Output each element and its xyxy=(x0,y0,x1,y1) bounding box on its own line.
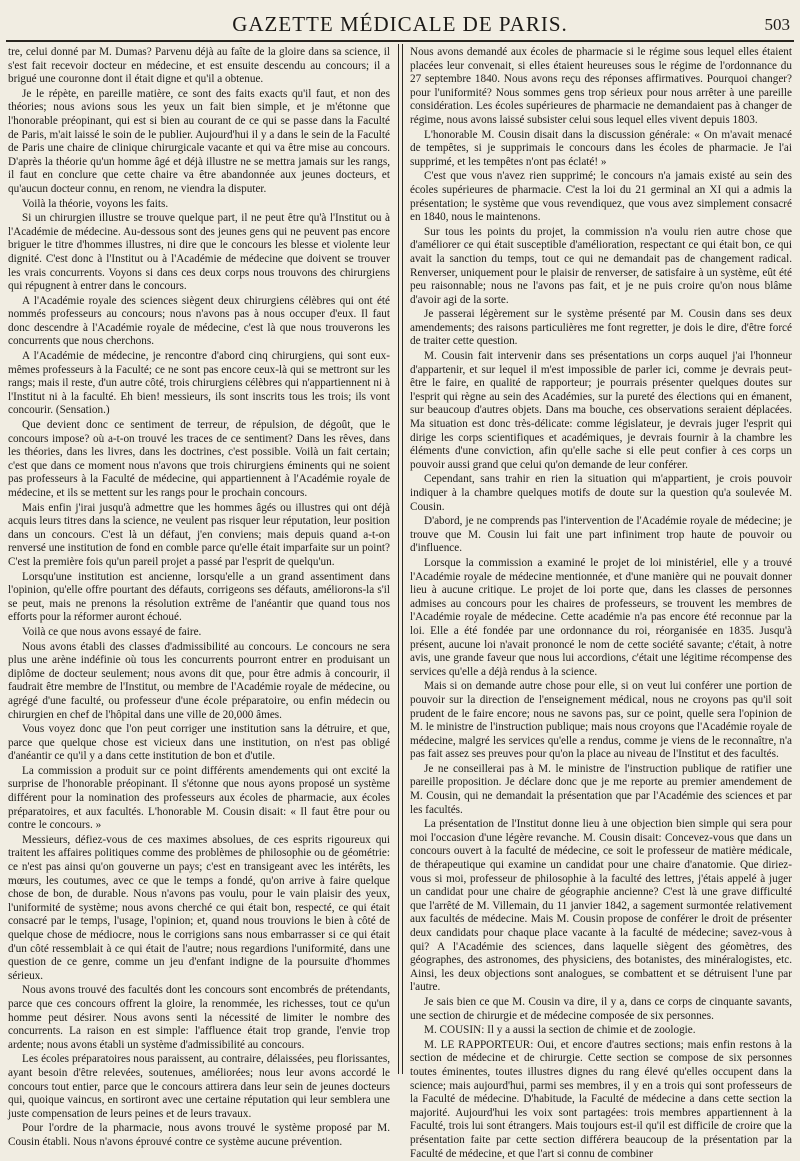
paragraph: C'est que vous n'avez rien supprimé; le concours n'a jamais existé au sein des écoles supérieures de pharmacie. C'est la loi du 21 germinal an XI qui a admis la présentation; le système que vous revendiquez, que vous avez simplement consacré en 1840, nous le maintenons. xyxy=(410,170,792,224)
paragraph: Je sais bien ce que M. Cousin va dire, il y a, dans ce corps de cinquante savants, une section de chirurgie et de médecine composée de six personnes. xyxy=(410,995,792,1022)
paragraph: Cependant, sans trahir en rien la situation qui m'appartient, je crois pouvoir indiquer à la chambre quelques motifs de doute sur la question qu'a soulevée M. Cousin. xyxy=(410,473,792,513)
paragraph: Lorsque la commission a examiné le projet de loi ministériel, elle y a trouvé l'Académie royale de médecine mentionnée, et d'une manière qui ne pouvait donner lieu à aucune critique. Le projet de loi porte que, dans les classes de personnes admises au concours pour les chaires de professeurs, se trouvent les membres de l'Académie royale de médecine. Cette académie n'a pas encore été reconnue par la loi. Elle a été fondée par une ordonnance du roi, réorganisée en 1835. Jusqu'à présent, aucune loi n'avait prononcé le nom de cette société savante; c'était, à notre avis, une grande faveur que nous lui accordions, c'était une légitime récompense des services qu'elle a déjà rendus à la science. xyxy=(410,556,792,678)
paragraph: Pour l'ordre de la pharmacie, nous avons trouvé le système proposé par M. Cousin établi. Nous n'avons éprouvé contre ce système aucune prévention. xyxy=(8,1122,390,1148)
paragraph: Nous avons trouvé des facultés dont les concours sont encombrés de prétendants, parce que ces concours offrent la gloire, la renommée, les richesses, tout ce qu'un homme peut désirer. Nous avons senti la nécessité de limiter le nombre des concurrents. La raison en est simple: l'affluence était trop grande, l'envie trop ardente; nous avons établi un système d'admissibilité au concours. xyxy=(8,984,390,1051)
page-header xyxy=(6,6,794,42)
paragraph: M. Cousin fait intervenir dans ses présentations un corps auquel j'ai l'honneur d'appartenir, et sur lequel il m'est impossible de parler ici, comme je devrais peut-être le faire, en qualité de rapporteur; je pourrais présenter quelques doutes sur l'esprit qui règne au sein des Académies, sur la pureté des élections qui en émanent, sur beaucoup d'autres objets. Dans ma bouche, ces observations seraient déplacées. Ma situation est donc très-délicate: comme législateur, je devrais juger l'esprit qui dirige les corps scientifiques et académiques, je devrais fournir à la chambre les éléments d'une conviction, afin qu'elle sache si elle peut confier à ces corps un pouvoir aussi grand que celui qu'on demande de leur conférer. xyxy=(410,350,792,471)
left-column xyxy=(8,46,390,1148)
paragraph: Les écoles préparatoires nous paraissent, au contraire, délaissées, peu florissantes, ayant besoin d'être relevées, soutenues, améliorées; nous leur avons accordé le concours tout entier, parce que le concours attirera dans leur sein de jeunes docteurs qui, quoique vaincus, en sortiront avec une certaine réputation qui leur semblera une juste compensation de leurs peines et de leurs travaux. xyxy=(8,1053,390,1120)
paragraph: A l'Académie de médecine, je rencontre d'abord cinq chirurgiens, qui sont eux-mêmes professeurs à la Faculté; ce ne sont pas encore ceux-là qui se mettront sur les rangs; mais il reste, d'un autre côté, trois chirurgiens célèbres qui n'appartiennent ni à l'Institut ni à la faculté. Eh bien! messieurs, ils sont inscrits tous les trois; ils vont concourir. (Sensation.) xyxy=(8,350,390,417)
paragraph: Je le répète, en pareille matière, ce sont des faits exacts qu'il faut, et non des théories; nous avions sous les yeux un fait bien simple, et je m'étonne que l'honorable préopinant, qui est si bien au courant de ce qui se passe dans la Faculté de Paris, m'ait laissé le soin de le publier. Aujourd'hui il y a dans le sein de la Faculté de Paris une chaire de clinique chirurgicale vacante et qui va être mise au concours. D'après la théorie qu'un homme âgé et déjà illustre ne se mettra jamais sur les rangs, il faut en conclure que cette chaire va être abandonnée aux jeunes docteurs, et qu'aucun docteur connu, en renom, ne viendra la disputer. xyxy=(8,87,390,195)
newspaper-page xyxy=(6,6,794,1160)
publication-title: GAZETTE MÉDICALE DE PARIS. xyxy=(232,12,568,36)
right-column xyxy=(410,46,792,1160)
paragraph: Je passerai légèrement sur le système présenté par M. Cousin dans ses deux amendements; des raisons particulières me font regretter, je dois le dire, d'être forcé de traiter cette question. xyxy=(410,308,792,348)
paragraph: Nous avons demandé aux écoles de pharmacie si le régime sous lequel elles étaient placées leur convenait, si elles étaient heureuses sous le régime de l'ordonnance du 27 septembre 1840. Nous avons reçu des réponses affirmatives. Pourquoi changer? pour l'uniformité? Nous sommes gens trop sérieux pour nous arrêter à une pareille considération. Les écoles supérieures de pharmacie ne demandaient pas à changer de régime, nous avons laissé subsister celui sous lequel elles vivent depuis 1803. xyxy=(410,46,792,126)
paragraph: M. LE RAPPORTEUR: Oui, et encore d'autres sections; mais enfin restons à la section de médecine et de chirurgie. Cette section se compose de six personnes toutes éminentes, toutes illustres dignes du rang élevé qu'elles occupent dans la science; mais aujourd'hui, parmi ses membres, il y en a trois qui sont professeurs de la Faculté de médecine. D'habitude, la Faculté de médecine a dans cette section la majorité. Aujourd'hui les voix sont partagées: trois membres appartiennent à la Faculté, trois lui sont étrangers. Mais toujours est-il qu'il est difficile de croire que la présentation faite par cette section différera beaucoup de la présentation par la Faculté de médecine, et que l'art si connu de combiner xyxy=(410,1038,792,1160)
paragraph: M. COUSIN: Il y a aussi la section de chimie et de zoologie. xyxy=(424,1024,696,1037)
paragraph: Que devient donc ce sentiment de terreur, de répulsion, de dégoût, que le concours impose? où a-t-on trouvé les traces de ce sentiment? Dans les rêves, dans les théories, dans les livres, dans les doctrines, c'est possible. Voilà un fait certain; c'est que dans ce moment nous n'avons que trois chirurgiens éminents qui ne soient pas professeurs à la Faculté de médecine, qui appartiennent à l'Académie royale de médecine, et ils se mettent sur les rangs pour le prochain concours. xyxy=(8,419,390,499)
paragraph: D'abord, je ne comprends pas l'intervention de l'Académie royale de médecine; je trouve que M. Cousin lui fait une part infiniment trop haute de pouvoir ou d'influence. xyxy=(410,515,792,555)
paragraph: La présentation de l'Institut donne lieu à une objection bien simple qui sera pour moi l'occasion d'une légère revanche. M. Cousin disait: Concevez-vous que dans un concours ouvert à la faculté de médecine, ce soit le professeur de matière médicale, de thérapeutique qui examine un candidat pour une chaire d'anatomie. Que diriez-vous si moi, professeur de philosophie à la faculté des lettres, j'étais appelé à juger un candidat pour une chaire de géographie ancienne? C'est là une grave difficulté que l'arrêté de M. Villemain, du 11 janvier 1842, a sagement surmontée relativement aux facultés de médecine. Mais M. Cousin propose de conférer le droit de présenter deux candidats pour chaque place vacante à la faculté de médecine; savez-vous à qui? A l'Académie des sciences, dans laquelle siègent des géomètres, des géographes, des astronomes, des physiciens, des botanistes, des minéralogistes, etc. Ainsi, les deux objections sont analogues, se combattent et se détruisent l'une par l'autre. xyxy=(410,818,792,994)
paragraph: Je ne conseillerai pas à M. le ministre de l'instruction publique de ratifier une pareille proposition. Je déclare donc que je me reporte au premier amendement de M. Cousin, qui ne demandait la présentation que par l'Académie des sciences et par les facultés. xyxy=(410,762,792,816)
column-divider xyxy=(398,44,403,1074)
page-number: 503 xyxy=(764,15,790,34)
paragraph: L'honorable M. Cousin disait dans la discussion générale: « On m'avait menacé de tempêtes, si je supprimais le concours dans les écoles de pharmacie. Je l'ai supprimé, et les tempêtes n'ont pas éclaté! » xyxy=(410,128,792,168)
paragraph: Messieurs, défiez-vous de ces maximes absolues, de ces esprits rigoureux qui traitent les affaires politiques comme des problèmes de philosophie ou de géométrie: ce n'est pas ainsi qu'on gouverne un pays; c'est en transigeant avec les intérêts, les mœurs, les coutumes, avec ce que le temps a fondé, qu'on arrive à faire quelque chose de bon, de durable. Nous n'avons pas voulu, pour le vain plaisir des yeux, l'uniformité de système; nous avons cherché ce qui était bon, respecté, ce qui était consacré par le temps, l'usage, l'opinion; et, quand nous trouvions le bien à côté de quelque chose de médiocre, nous le corrigions sans nous embarrasser si ce qui était d'un côté ressemblait à ce qui était de l'autre; nous regardions l'uniformité, dans une question de ce genre, comme un jeu d'enfant indigne de la poursuite d'hommes sérieux. xyxy=(8,833,390,982)
paragraph: Nous avons établi des classes d'admissibilité au concours. Le concours ne sera plus une arène indéfinie où tous les concurrents pourront entrer en produisant un diplôme de docteur seulement; nous avons dit que, pour être admis à concourir, il faudrait être membre de l'Institut, ou membre de l'Académie royale de médecine, ou agrégé d'une faculté, ou professeur d'une école préparatoire, ou enfin médecin ou chirurgien en chef de l'hôpital dans une ville de 20,000 âmes. xyxy=(8,640,390,721)
paragraph: A l'Académie royale des sciences siègent deux chirurgiens célèbres qui ont été nommés professeurs au concours; nous n'avons pas à nous occuper d'eux. Il faut donc descendre à l'Académie royale de médecine, c'est là que nous trouverons les concurrents que nous cherchons. xyxy=(8,294,390,348)
paragraph: La commission a produit sur ce point différents amendements qui ont excité la surprise de l'honorable préopinant. Il s'étonne que nous ayons proposé un système différent pour la nomination des professeurs aux écoles de pharmacie, aux écoles préparatoires, et aux facultés. L'honorable M. Cousin disait: « Il faut être pour ou contre le concours. » xyxy=(8,764,390,832)
paragraph: Mais si on demande autre chose pour elle, si on veut lui conférer une portion de pouvoir sur la direction de l'enseignement médical, nous ne croyons pas qu'il soit prudent de le faire encore; nous ne savons pas, sur ce point, quelle sera l'opinion de M. le ministre de l'instruction publique; mais nous croyons que l'Académie royale de médecine, malgré les services qu'elle a rendus, comme je viens de le reconnaître, n'a pas fait assez ses preuves pour qu'on la place au niveau de l'Institut et des facultés. xyxy=(410,680,792,761)
paragraph: Lorsqu'une institution est ancienne, lorsqu'elle a un grand assentiment dans l'opinion, qu'elle offre pourtant des défauts, corrigeons ses défauts, améliorons-la s'il se peut, mais ne prenons la résolution extrême de l'anéantir que quand tous nos efforts pour la réformer auront échoué. xyxy=(8,570,390,624)
paragraph: Voilà la théorie, voyons les faits. xyxy=(22,197,169,210)
paragraph: Sur tous les points du projet, la commission n'a voulu rien autre chose que d'améliorer ce qui était susceptible d'amélioration, respectant ce qui était bon, ce qui avait la sanction du temps, tout ce qui ne demandait pas de changement radical. Renverser, uniquement pour le plaisir de renverser, de satisfaire à un système, eût été peu raisonnable; nous ne l'avons pas fait, et je ne puis croire qu'on nous blâme d'avoir agi de la sorte. xyxy=(410,225,792,306)
paragraph: Voilà ce que nous avons essayé de faire. xyxy=(22,625,202,638)
paragraph: tre, celui donné par M. Dumas? Parvenu déjà au faîte de la gloire dans sa science, il s'est fait recevoir docteur en médecine, et est ensuite descendu au concours; il a brigué une couronne dont il était digne et qu'il a obtenue. xyxy=(8,46,390,86)
paragraph: Mais enfin j'irai jusqu'à admettre que les hommes âgés ou illustres qui ont déjà acquis leurs titres dans la science, ne veulent pas risquer leur réputation, leur position dans un concours. C'est là un défaut, j'en conviens; mais depuis quand a-t-on renversé une institution de fond en comble parce qu'elle était imparfaite sur un point? C'est la première fois qu'un pareil projet a passé par l'esprit de quelqu'un. xyxy=(8,501,390,568)
paragraph: Vous voyez donc que l'on peut corriger une institution sans la détruire, et que, parce que quelque chose est vicieux dans une institution, on n'est pas obligé d'anéantir ce qu'il y a dans cette institution de bon et d'utile. xyxy=(8,723,390,763)
paragraph: Si un chirurgien illustre se trouve quelque part, il ne peut être qu'à l'Institut ou à l'Académie de médecine. Au-dessous sont des jeunes gens qui ne peuvent pas encore briguer le titre d'hommes illustres, ni dire que le concours les blesse et violente leur dignité. C'est donc à l'Institut ou à l'Académie de médecine que doivent se trouver les vrais concurrents. Voyons si dans ces deux corps nous trouvons des chirurgiens qui répugnent à entrer dans le concours. xyxy=(8,212,390,293)
